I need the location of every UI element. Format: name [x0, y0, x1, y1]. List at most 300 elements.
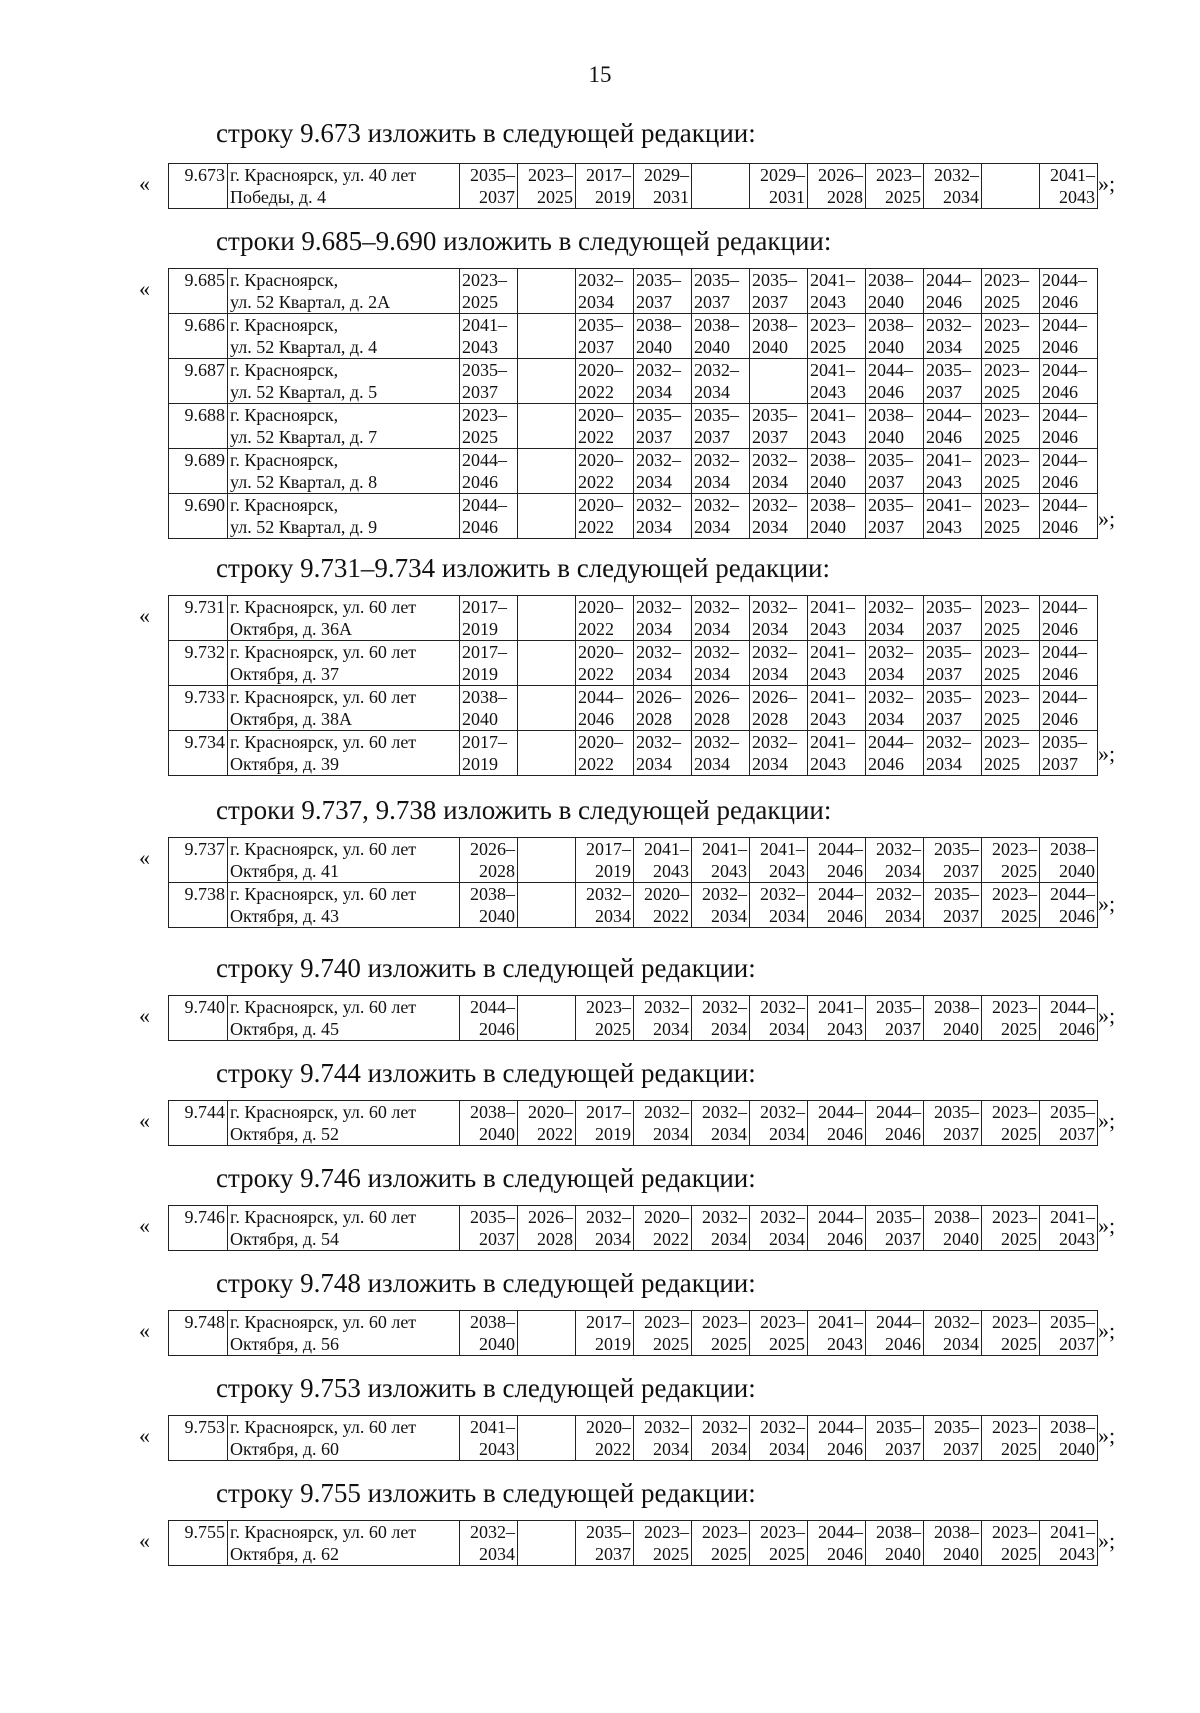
start-year: 2035– — [876, 1417, 921, 1437]
year-range-cell — [924, 164, 982, 209]
table-row — [169, 1311, 1098, 1356]
year-range-cell — [634, 1311, 692, 1356]
end-year: 2034 — [595, 1229, 631, 1249]
end-year: 2025 — [885, 187, 921, 207]
year-range-cell — [750, 996, 808, 1041]
year-range-cell — [866, 596, 924, 641]
amendment-table — [168, 1415, 1098, 1461]
start-year: 2044– — [818, 1207, 863, 1227]
year-range-cell — [1040, 641, 1098, 686]
start-year: 2038– — [470, 1312, 515, 1332]
row-number: 9.740 — [169, 996, 228, 1041]
start-year: 2023– — [984, 687, 1029, 707]
year-range-cell — [750, 1416, 808, 1461]
start-year: 2035– — [694, 405, 739, 425]
year-range-cell — [518, 164, 576, 209]
end-year: 2034 — [711, 1439, 747, 1459]
start-year: 2023– — [984, 495, 1029, 515]
end-year: 2040 — [462, 709, 498, 729]
address-cell — [228, 641, 460, 686]
end-year: 2046 — [868, 382, 904, 402]
year-range-cell — [750, 641, 808, 686]
address-cell — [228, 686, 460, 731]
start-year: 2032– — [702, 1207, 747, 1227]
section-heading: строки 9.685–9.690 изложить в следующей редакции: — [216, 226, 832, 256]
end-year: 2037 — [752, 292, 788, 312]
start-year: 2032– — [926, 315, 971, 335]
start-year: 2041– — [810, 642, 855, 662]
end-year: 2034 — [769, 906, 805, 926]
end-year: 2025 — [1001, 861, 1037, 881]
end-year: 2043 — [827, 1334, 863, 1354]
year-range-cell — [460, 314, 518, 359]
year-range-cell — [634, 883, 692, 928]
address-line: Октября, д. 39 — [230, 754, 340, 774]
address-cell — [228, 838, 460, 883]
table-row — [169, 164, 1098, 209]
start-year: 2044– — [1042, 597, 1087, 617]
year-range-cell — [460, 596, 518, 641]
start-year: 2032– — [752, 732, 797, 752]
amendment-table — [168, 1100, 1098, 1146]
year-range-cell — [460, 641, 518, 686]
section-heading: строки 9.737, 9.738 изложить в следующей редакции: — [216, 795, 832, 825]
start-year: 2023– — [992, 1102, 1037, 1122]
section-heading: строку 9.731–9.734 изложить в следующей редакции: — [216, 553, 831, 583]
end-year: 2040 — [479, 1334, 515, 1354]
end-year: 2034 — [769, 1124, 805, 1144]
start-year: 2023– — [644, 1312, 689, 1332]
start-year: 2023– — [992, 839, 1037, 859]
year-range-cell — [634, 1101, 692, 1146]
address-line: Октября, д. 41 — [230, 861, 340, 881]
section-heading: строку 9.673 изложить в следующей редакции: — [216, 118, 756, 148]
end-year: 2022 — [578, 472, 614, 492]
year-range-cell — [924, 1311, 982, 1356]
address-line: г. Красноярск, — [230, 360, 339, 380]
end-year: 2046 — [885, 1334, 921, 1354]
start-year: 2044– — [462, 495, 507, 515]
start-year: 2044– — [926, 270, 971, 290]
start-year: 2044– — [1042, 687, 1087, 707]
end-year: 2043 — [479, 1439, 515, 1459]
year-range-cell — [692, 996, 750, 1041]
start-year: 2041– — [462, 315, 507, 335]
open-quote: « — [139, 276, 150, 301]
year-range-cell — [634, 641, 692, 686]
end-year: 2040 — [752, 337, 788, 357]
year-range-cell — [692, 314, 750, 359]
year-range-cell — [924, 641, 982, 686]
start-year: 2020– — [578, 360, 623, 380]
start-year — [520, 404, 573, 426]
end-year: 2040 — [868, 427, 904, 447]
end-year: 2043 — [1059, 1229, 1095, 1249]
end-year: 2046 — [868, 754, 904, 774]
start-year: 2035– — [868, 450, 913, 470]
year-range-cell — [982, 449, 1040, 494]
year-range-cell — [982, 164, 1040, 209]
end-year: 2034 — [711, 906, 747, 926]
end-year: 2043 — [711, 861, 747, 881]
year-range-cell — [634, 686, 692, 731]
row-number: 9.733 — [169, 686, 228, 731]
year-range-cell — [750, 838, 808, 883]
table-row — [169, 404, 1098, 449]
address-line: г. Красноярск, ул. 60 лет — [230, 1102, 417, 1122]
table-row — [169, 1521, 1098, 1566]
end-year: 2040 — [479, 1124, 515, 1144]
end-year: 2040 — [943, 1019, 979, 1039]
year-range-cell — [634, 314, 692, 359]
year-range-cell — [460, 838, 518, 883]
address-line: г. Красноярск, ул. 60 лет — [230, 884, 417, 904]
year-range-cell — [924, 996, 982, 1041]
address-line: г. Красноярск, ул. 60 лет — [230, 1417, 417, 1437]
end-year: 2046 — [1042, 427, 1078, 447]
start-year: 2035– — [752, 405, 797, 425]
start-year: 2035– — [752, 270, 797, 290]
end-year: 2037 — [1059, 1124, 1095, 1144]
start-year: 2038– — [752, 315, 797, 335]
year-range-cell — [808, 1101, 866, 1146]
year-range-cell — [576, 1206, 634, 1251]
end-year — [520, 860, 573, 882]
year-range-cell — [750, 314, 808, 359]
year-range-cell — [634, 1416, 692, 1461]
year-range-cell — [1040, 838, 1098, 883]
start-year: 2017– — [586, 165, 631, 185]
year-range-cell — [576, 686, 634, 731]
year-range-cell — [866, 641, 924, 686]
year-range-cell — [924, 1206, 982, 1251]
year-range-cell — [518, 838, 576, 883]
address-cell — [228, 596, 460, 641]
end-year: 2040 — [479, 906, 515, 926]
end-year: 2034 — [479, 1544, 515, 1564]
start-year: 2023– — [992, 1207, 1037, 1227]
start-year: 2017– — [462, 597, 507, 617]
end-year: 2046 — [926, 292, 962, 312]
start-year: 2041– — [644, 839, 689, 859]
year-range-cell — [460, 1521, 518, 1566]
start-year: 2044– — [818, 884, 863, 904]
start-year: 2038– — [470, 884, 515, 904]
end-year: 2037 — [926, 709, 962, 729]
year-range-cell — [518, 1206, 576, 1251]
year-range-cell — [1040, 883, 1098, 928]
year-range-cell — [634, 449, 692, 494]
end-year: 2040 — [868, 292, 904, 312]
year-range-cell — [576, 1416, 634, 1461]
year-range-cell — [634, 838, 692, 883]
start-year: 2020– — [578, 495, 623, 515]
year-range-cell — [1040, 1311, 1098, 1356]
year-range-cell — [692, 1521, 750, 1566]
end-year: 2046 — [926, 427, 962, 447]
start-year: 2032– — [636, 732, 681, 752]
start-year: 2032– — [586, 884, 631, 904]
end-year: 2037 — [694, 292, 730, 312]
address-cell — [228, 1521, 460, 1566]
start-year: 2044– — [818, 1102, 863, 1122]
close-quote: »; — [1098, 1213, 1116, 1238]
end-year: 2034 — [868, 664, 904, 684]
start-year: 2035– — [1042, 732, 1087, 752]
year-range-cell — [634, 596, 692, 641]
end-year — [520, 905, 573, 927]
end-year: 2022 — [578, 382, 614, 402]
year-range-cell — [750, 269, 808, 314]
end-year: 2019 — [462, 664, 498, 684]
start-year: 2032– — [470, 1522, 515, 1542]
start-year: 2017– — [586, 1312, 631, 1332]
start-year: 2041– — [760, 839, 805, 859]
year-range-cell — [634, 1521, 692, 1566]
end-year: 2037 — [462, 382, 498, 402]
address-line: Октября, д. 56 — [230, 1334, 340, 1354]
end-year: 2034 — [653, 1019, 689, 1039]
year-range-cell — [692, 1101, 750, 1146]
start-year: 2032– — [926, 732, 971, 752]
year-range-cell — [866, 1521, 924, 1566]
end-year: 2034 — [752, 754, 788, 774]
end-year: 2025 — [462, 427, 498, 447]
row-number: 9.690 — [169, 494, 228, 539]
year-range-cell — [634, 494, 692, 539]
end-year: 2046 — [1059, 906, 1095, 926]
year-range-cell — [1040, 269, 1098, 314]
end-year: 2025 — [1001, 1019, 1037, 1039]
year-range-cell — [866, 996, 924, 1041]
address-line: Октября, д. 60 — [230, 1439, 340, 1459]
year-range-cell — [808, 731, 866, 776]
table-row — [169, 996, 1098, 1041]
year-range-cell — [924, 314, 982, 359]
year-range-cell — [924, 404, 982, 449]
end-year: 2046 — [1042, 382, 1078, 402]
end-year: 2025 — [984, 382, 1020, 402]
start-year: 2041– — [818, 997, 863, 1017]
start-year: 2032– — [694, 642, 739, 662]
address-line: г. Красноярск, ул. 60 лет — [230, 1312, 417, 1332]
end-year: 2034 — [769, 1019, 805, 1039]
end-year: 2043 — [926, 517, 962, 537]
table-row — [169, 314, 1098, 359]
address-line: г. Красноярск, ул. 60 лет — [230, 1207, 417, 1227]
year-range-cell — [634, 269, 692, 314]
end-year — [520, 663, 573, 685]
end-year: 2031 — [769, 187, 805, 207]
year-range-cell — [460, 883, 518, 928]
year-range-cell — [924, 1101, 982, 1146]
end-year: 2037 — [578, 337, 614, 357]
table-row — [169, 686, 1098, 731]
end-year: 2028 — [636, 709, 672, 729]
year-range-cell — [982, 1101, 1040, 1146]
end-year — [520, 708, 573, 730]
end-year: 2028 — [694, 709, 730, 729]
amendment-table — [168, 995, 1098, 1041]
year-range-cell — [982, 1416, 1040, 1461]
start-year: 2032– — [694, 597, 739, 617]
end-year: 2034 — [926, 337, 962, 357]
start-year: 2035– — [462, 360, 507, 380]
start-year: 2032– — [586, 1207, 631, 1227]
year-range-cell — [982, 838, 1040, 883]
year-range-cell — [924, 449, 982, 494]
end-year: 2037 — [1042, 754, 1078, 774]
end-year: 2025 — [462, 292, 498, 312]
end-year: 2025 — [1001, 1124, 1037, 1144]
end-year: 2046 — [885, 1124, 921, 1144]
start-year: 2032– — [644, 1417, 689, 1437]
year-range-cell — [460, 404, 518, 449]
end-year: 2043 — [462, 337, 498, 357]
year-range-cell — [460, 996, 518, 1041]
year-range-cell — [518, 596, 576, 641]
year-range-cell — [518, 641, 576, 686]
year-range-cell — [1040, 996, 1098, 1041]
end-year: 2019 — [595, 1124, 631, 1144]
address-line: Октября, д. 52 — [230, 1124, 340, 1144]
start-year: 2029– — [644, 165, 689, 185]
end-year: 2034 — [752, 517, 788, 537]
end-year: 2034 — [868, 619, 904, 639]
end-year: 2034 — [885, 906, 921, 926]
address-line: Октября, д. 54 — [230, 1229, 340, 1249]
year-range-cell — [634, 404, 692, 449]
start-year: 2023– — [810, 315, 855, 335]
year-range-cell — [982, 1206, 1040, 1251]
start-year: 2044– — [1042, 270, 1087, 290]
start-year: 2026– — [694, 687, 739, 707]
end-year: 2019 — [595, 187, 631, 207]
start-year: 2020– — [578, 405, 623, 425]
year-range-cell — [866, 269, 924, 314]
year-range-cell — [692, 1206, 750, 1251]
year-range-cell — [1040, 596, 1098, 641]
start-year: 2035– — [876, 997, 921, 1017]
end-year: 2037 — [943, 1124, 979, 1144]
address-cell — [228, 359, 460, 404]
end-year: 2034 — [595, 906, 631, 926]
end-year: 2037 — [636, 292, 672, 312]
year-range-cell — [692, 641, 750, 686]
year-range-cell — [1040, 686, 1098, 731]
amendment-table — [168, 268, 1098, 539]
year-range-cell — [808, 404, 866, 449]
end-year: 2043 — [1059, 187, 1095, 207]
year-range-cell — [576, 449, 634, 494]
end-year: 2022 — [595, 1439, 631, 1459]
year-range-cell — [750, 164, 808, 209]
address-line: г. Красноярск, ул. 60 лет — [230, 642, 417, 662]
end-year: 2034 — [694, 472, 730, 492]
year-range-cell — [518, 314, 576, 359]
end-year: 2046 — [462, 517, 498, 537]
section-heading: строку 9.748 изложить в следующей редакции: — [216, 1268, 756, 1298]
end-year: 2025 — [711, 1334, 747, 1354]
end-year: 2025 — [1001, 1229, 1037, 1249]
start-year: 2035– — [578, 315, 623, 335]
end-year — [520, 291, 573, 313]
end-year: 2025 — [984, 292, 1020, 312]
start-year: 2044– — [868, 360, 913, 380]
row-number: 9.686 — [169, 314, 228, 359]
year-range-cell — [460, 494, 518, 539]
end-year — [520, 1438, 573, 1460]
section-heading: строку 9.740 изложить в следующей редакции: — [216, 953, 756, 983]
start-year — [520, 314, 573, 336]
start-year: 2029– — [760, 165, 805, 185]
end-year: 2034 — [653, 1439, 689, 1459]
end-year: 2040 — [810, 472, 846, 492]
year-range-cell — [692, 449, 750, 494]
end-year: 2037 — [943, 861, 979, 881]
start-year: 2035– — [868, 495, 913, 515]
end-year: 2037 — [868, 517, 904, 537]
year-range-cell — [518, 996, 576, 1041]
end-year: 2034 — [711, 1229, 747, 1249]
start-year: 2041– — [702, 839, 747, 859]
address-line: г. Красноярск, — [230, 270, 339, 290]
address-line: Октября, д. 43 — [230, 906, 340, 926]
start-year: 2020– — [578, 597, 623, 617]
end-year — [520, 753, 573, 775]
table-row — [169, 731, 1098, 776]
start-year: 2038– — [868, 315, 913, 335]
end-year: 2034 — [926, 754, 962, 774]
end-year: 2037 — [752, 427, 788, 447]
year-range-cell — [808, 596, 866, 641]
start-year: 2023– — [984, 732, 1029, 752]
end-year: 2040 — [943, 1544, 979, 1564]
year-range-cell — [576, 164, 634, 209]
section-heading: строку 9.746 изложить в следующей редакции: — [216, 1163, 756, 1193]
address-cell — [228, 449, 460, 494]
start-year: 2044– — [1050, 997, 1095, 1017]
end-year: 2025 — [537, 187, 573, 207]
year-range-cell — [808, 838, 866, 883]
year-range-cell — [750, 449, 808, 494]
start-year: 2032– — [752, 495, 797, 515]
year-range-cell — [924, 269, 982, 314]
end-year: 2037 — [943, 1439, 979, 1459]
year-range-cell — [866, 404, 924, 449]
end-year: 2046 — [1042, 619, 1078, 639]
end-year: 2040 — [868, 337, 904, 357]
end-year — [984, 186, 1037, 208]
year-range-cell — [808, 686, 866, 731]
start-year: 2032– — [760, 1102, 805, 1122]
end-year: 2019 — [595, 861, 631, 881]
section-heading: строку 9.755 изложить в следующей редакции: — [216, 1478, 756, 1508]
address-line: г. Красноярск, ул. 60 лет — [230, 687, 417, 707]
year-range-cell — [518, 1311, 576, 1356]
year-range-cell — [460, 1311, 518, 1356]
end-year: 2034 — [752, 619, 788, 639]
close-quote: »; — [1098, 1423, 1116, 1448]
start-year: 2044– — [1042, 450, 1087, 470]
start-year: 2023– — [876, 165, 921, 185]
start-year: 2038– — [934, 1522, 979, 1542]
start-year: 2032– — [760, 884, 805, 904]
page-number: 15 — [588, 62, 612, 87]
year-range-cell — [808, 883, 866, 928]
end-year: 2040 — [694, 337, 730, 357]
start-year: 2032– — [636, 450, 681, 470]
